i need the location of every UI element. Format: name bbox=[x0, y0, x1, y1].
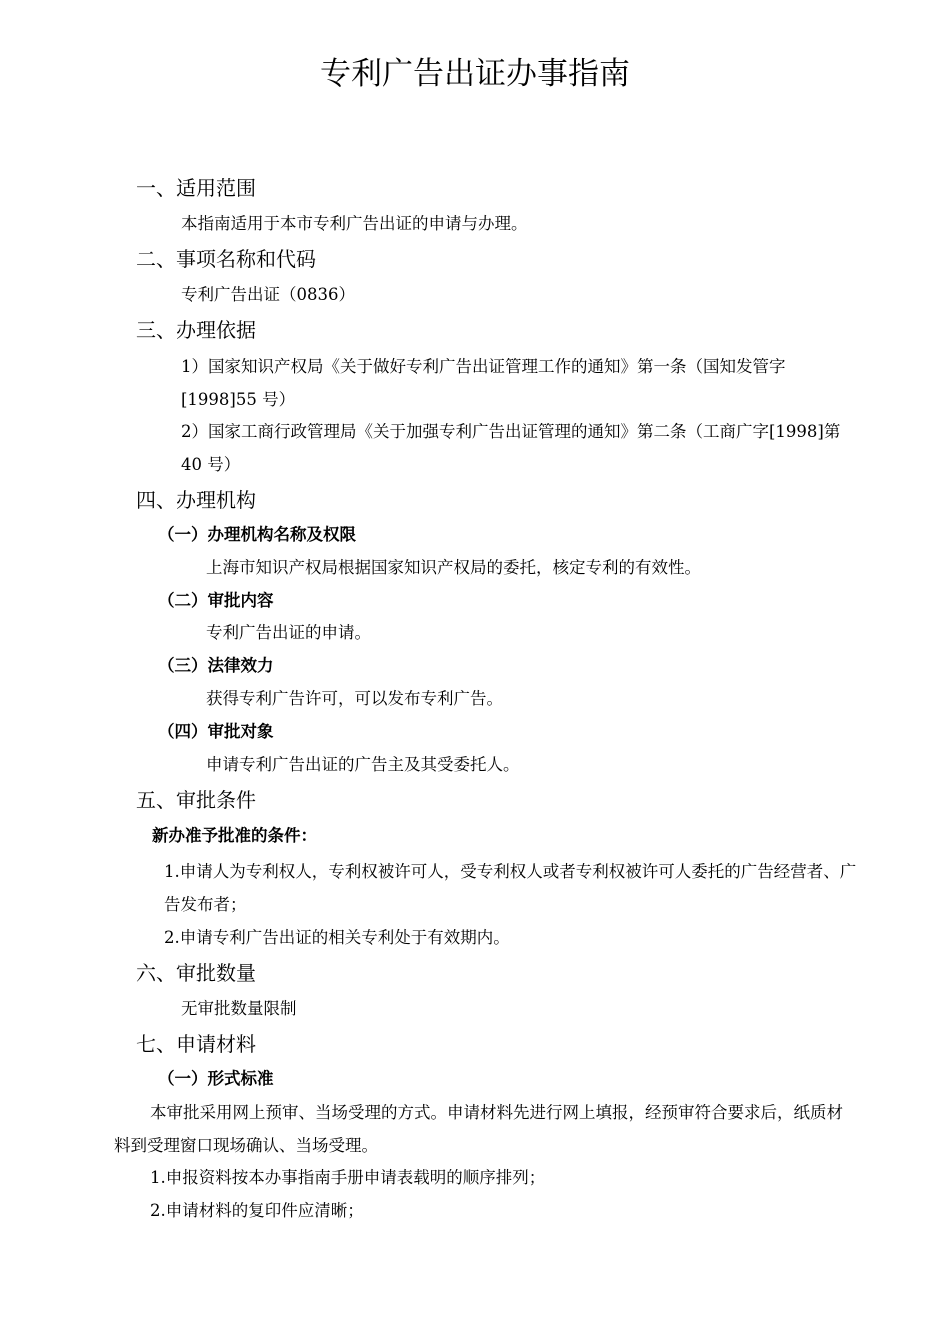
section-6-heading: 六、审批数量 bbox=[136, 961, 256, 985]
section-3-heading: 三、办理依据 bbox=[136, 318, 256, 342]
section-2-heading: 二、事项名称和代码 bbox=[136, 247, 316, 271]
section-4-sub-2-text: 专利广告出证的申请。 bbox=[206, 623, 371, 642]
section-5-item-2: 2.申请专利广告出证的相关专利处于有效期内。 bbox=[164, 928, 510, 947]
section-4-sub-2-heading: （二）审批内容 bbox=[158, 591, 274, 610]
section-7-heading: 七、申请材料 bbox=[136, 1032, 256, 1056]
section-1-text: 本指南适用于本市专利广告出证的申请与办理。 bbox=[181, 214, 528, 233]
section-3-item-2: 2）国家工商行政管理局《关于加强专利广告出证管理的通知》第二条（工商广字[1998]第 40 号） bbox=[181, 422, 841, 474]
section-5-subheading: 新办准予批准的条件： bbox=[152, 826, 317, 845]
section-2-text: 专利广告出证（0836） bbox=[181, 285, 355, 304]
section-4-sub-4-heading: （四）审批对象 bbox=[158, 722, 274, 741]
section-7-sub-1-paragraph: 本审批采用网上预审、当场受理的方式。申请材料先进行网上填报，经预审符合要求后，纸质材料到受理窗口现场确认、当场受理。 bbox=[114, 1103, 843, 1155]
section-7-sub-1-item-1: 1.申报资料按本办事指南手册申请表载明的顺序排列； bbox=[150, 1168, 546, 1187]
section-5-heading: 五、审批条件 bbox=[136, 788, 256, 812]
section-4-sub-1-heading: （一）办理机构名称及权限 bbox=[158, 525, 356, 544]
section-4-sub-3-heading: （三）法律效力 bbox=[158, 656, 274, 675]
section-7-sub-1-item-2: 2.申请材料的复印件应清晰； bbox=[150, 1201, 364, 1220]
section-7-sub-1-heading: （一）形式标准 bbox=[158, 1069, 274, 1088]
page-title: 专利广告出证办事指南 bbox=[320, 56, 630, 92]
section-1-heading: 一、适用范围 bbox=[136, 176, 256, 200]
section-4-sub-4-text: 申请专利广告出证的广告主及其受委托人。 bbox=[206, 755, 520, 774]
section-5-item-1: 1.申请人为专利权人，专利权被许可人，受专利权人或者专利权被许可人委托的广告经营者、广告发布者； bbox=[164, 862, 857, 914]
section-4-sub-1-text: 上海市知识产权局根据国家知识产权局的委托，核定专利的有效性。 bbox=[206, 558, 701, 577]
section-4-heading: 四、办理机构 bbox=[136, 488, 256, 512]
section-4-sub-3-text: 获得专利广告许可，可以发布专利广告。 bbox=[206, 689, 503, 708]
section-3-item-1: 1）国家知识产权局《关于做好专利广告出证管理工作的通知》第一条（国知发管字[1998]55 号） bbox=[181, 357, 786, 409]
section-6-text: 无审批数量限制 bbox=[181, 999, 297, 1018]
